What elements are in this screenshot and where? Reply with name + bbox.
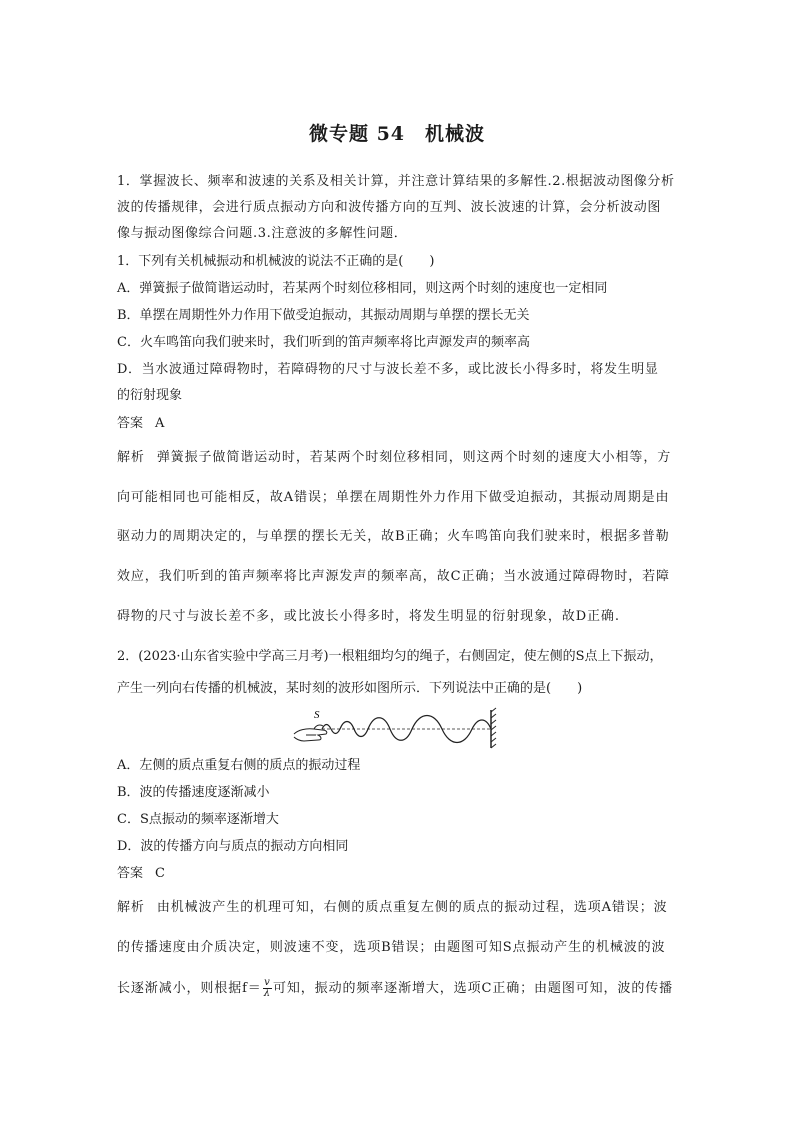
intro-line: 像与振动图像综合问题.3.注意波的多解性问题． [117,226,408,241]
answer-value: A [155,416,165,431]
answer-label: 答案 [117,416,144,431]
wave-figure [292,704,502,750]
q1-option-a: A．弹簧振子做简谐运动时，若某两个时刻位移相同，则这两个时刻的速度也一定相同 [117,281,608,296]
q1-answer [117,415,679,433]
q2-analysis-line [117,899,679,917]
answer-label: 答案 [117,866,144,881]
q2-stem: 2．(2023·山东省实验中学高三月考)一根粗细均匀的绳子，右侧固定，使左侧的S点上下振动， [117,649,663,664]
q2-stem: 产生一列向右传播的机械波，某时刻的波形如图所示．下列说法中正确的是( ) [117,681,583,696]
q2-analysis-line: 的传播速度由介质决定，则波速不变，选项B错误；由题图可知S点振动产生的机械波的波 [117,940,666,955]
page-title: 微专题 54 机械波 [308,123,486,145]
fraction-numerator: v [264,977,271,988]
hand-icon [294,725,327,741]
intro-line: 波的传播规律，会进行质点振动方向和波传播方向的互判、波长波速的计算，会分析波动图 [117,200,662,215]
q1-analysis-line: 向可能相同也可能相反，故A错误；单摆在周期性外力作用下做受迫振动，其振动周期是由 [117,490,670,505]
fraction-denominator: λ [263,988,271,999]
analysis-label: 解析 [117,450,145,465]
q2-option-d: D．波的传播方向与质点的振动方向相同 [117,839,349,854]
analysis-label: 解析 [117,900,145,915]
q1-analysis-line [117,449,679,467]
q1-option-d-cont: 的衍射现象 [117,388,183,403]
q1-analysis-line: 效应，我们听到的笛声频率将比声源发声的频率高，故C正确；当水波通过障碍物时，若障 [117,569,670,584]
analysis-text: 由机械波产生的机理可知，右侧的质点重复左侧的质点的振动过程，选项A错误；波 [156,900,668,915]
q2-option-b: B．波的传播速度逐渐减小 [117,785,270,800]
q1-option-d: D．当水波通过障碍物时，若障碍物的尺寸与波长差不多，或比波长小得多时，将发生明显 [117,362,659,377]
q1-option-b: B．单摆在周期性外力作用下做受迫振动，其振动周期与单摆的摆长无关 [117,308,530,323]
intro-line: 1．掌握波长、频率和波速的关系及相关计算，并注意计算结果的多解性.2.根据波动图像分析 [117,174,675,189]
q1-option-c: C．火车鸣笛向我们驶来时，我们听到的笛声频率将比声源发声的频率高 [117,335,530,350]
analysis-text: 弹簧振子做简谐运动时，若某两个时刻位移相同，则这两个时刻的速度大小相等，方 [156,450,672,465]
q2-option-c: C．S点振动的频率逐渐增大 [117,812,279,827]
q2-answer [117,865,679,883]
q2-option-a: A．左侧的质点重复右侧的质点的振动过程 [117,758,361,773]
analysis-text: 可知，振动的频率逐渐增大，选项C正确；由题图可知，波的传播 [272,981,674,996]
q1-stem: 1．下列有关机械振动和机械波的说法不正确的是( ) [117,254,435,269]
answer-value: C [155,866,165,881]
figure-label-s: S [314,709,320,721]
formula-fraction [263,978,272,999]
analysis-text: 长逐渐减小，则根据f＝ [117,981,262,996]
q1-analysis-line: 碍物的尺寸与波长差不多，或比波长小得多时，将发生明显的衍射现象，故D正确. [117,609,620,624]
q1-analysis-line: 驱动力的周期决定的，与单摆的摆长无关，故B正确；火车鸣笛向我们驶来时，根据多普勒 [117,529,670,544]
q2-analysis-line [117,978,679,999]
fixed-wall [491,708,496,748]
